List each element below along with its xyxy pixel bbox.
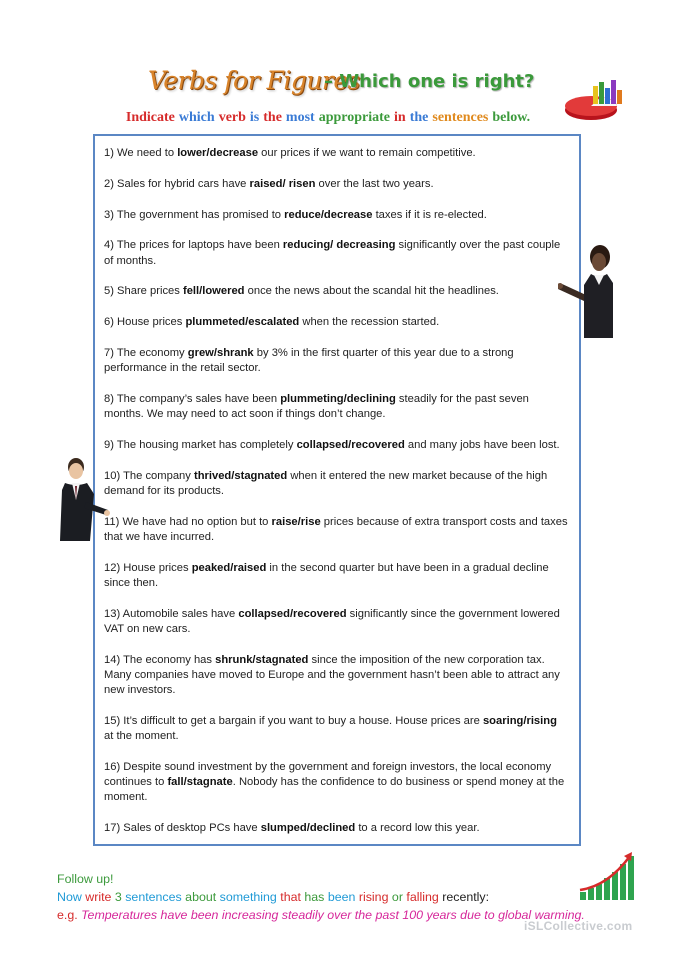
sentence-text: once the news about the scandal hit the headlines. [244,285,499,298]
sentence-text: 2) Sales for hybrid cars have [104,177,250,190]
verb-choice: plummeted/escalated [185,316,300,329]
verb-choice: fell/lowered [182,285,245,298]
sentence-item [104,346,569,376]
sentence-text: and many jobs have been lost. [404,438,560,451]
task-word: or [391,890,403,904]
instruction-word: the [263,110,282,125]
sentence-item [104,607,569,637]
sentence-text: significantly over the past couple of months. [104,239,561,267]
verb-choice: collapsed/recovered [238,607,347,620]
verb-choice: collapsed/recovered [296,438,405,451]
sentence-text: 11) We have had no option but to [104,515,272,528]
sentence-text: 6) House prices [104,316,186,329]
sentence-text: significantly since the government lowered VAT on new cars. [104,607,560,635]
sentence-text: 14) The economy has [104,653,216,666]
verb-choice: peaked/raised [191,561,267,574]
sentence-item [104,469,569,499]
task-word: falling [406,890,439,904]
verb-choice: raised/ risen [249,177,316,190]
task-word: recently: [442,890,490,904]
verb-choice: plummeting/declining [280,392,396,405]
task-word: write [85,890,112,904]
follow-up-task [57,888,617,906]
verb-choice: grew/shrank [187,346,254,359]
growth-chart-icon [578,850,638,902]
page-title: Verbs for Figures [148,66,361,95]
sentence-item [104,515,569,545]
sentence-text: 8) The company’s sales have been [104,392,281,405]
instruction-word: below. [492,110,531,125]
verb-choice: reducing/ decreasing [282,239,396,252]
sentence-text: 9) The housing market has completely [104,438,297,451]
sentence-text: 13) Automobile sales have [104,607,239,620]
follow-up-title: Follow up! [57,872,114,886]
sentence-item [104,146,569,161]
instruction-word: the [409,110,429,125]
sentence-text: 1) We need to [104,147,178,159]
task-word: been [327,890,356,904]
watermark: iSLCollective.com [524,919,633,933]
sentence-list [95,136,579,836]
verb-choice: raise/rise [271,515,321,528]
sentence-text: since the imposition of the new corporation tax. Many companies have moved to Europe and the government hasn’t been able to attract any new investors. [104,653,560,697]
verb-choice: thrived/stagnated [193,469,288,482]
sentence-text: over the last two years. [315,177,434,190]
verb-choice: slumped/declined [260,822,356,835]
sentence-text: when the recession started. [299,316,440,329]
sentence-item [104,238,569,268]
instruction-word: which [178,110,215,125]
page-subtitle: – Which one is right? [324,71,535,92]
sentence-text: . Nobody has the confidence to do business or spend money at the moment. [104,776,565,804]
sentence-text: at the moment. [104,730,179,743]
instruction-word: in [394,110,406,125]
sentence-text: steadily for the past seven months. We may need to act soon if things don’t change. [104,392,529,421]
sentence-item [104,821,569,836]
sentence-item [104,208,569,223]
task-word: 3 [114,890,122,904]
sentence-text: when it entered the new market because of the high demand for its products. [104,469,548,497]
instruction-word: most [285,110,315,125]
sentence-item [104,315,569,330]
verb-choice: lower/decrease [177,147,259,159]
verb-choice: shrunk/stagnated [215,653,309,666]
sentence-text: 16) Despite sound investment by the government and foreign investors, the local economy continues to [104,760,552,789]
instruction-word: Indicate [125,110,175,125]
verb-choice: reduce/decrease [284,208,373,221]
businesswoman-pointing-icon [558,243,618,338]
sentence-text: prices because of extra transport costs and taxes that we have incurred. [104,515,568,543]
task-word: sentences [125,890,182,904]
instruction-word: appropriate [318,110,391,125]
sentence-text: to a record low this year. [355,822,480,835]
instruction-word: verb [218,110,246,125]
instruction-word: is [249,110,260,125]
instruction-word: sentences [432,110,489,125]
sentence-text: 5) Share prices [104,285,183,298]
sentence-item [104,177,569,192]
task-word: about [185,890,217,904]
follow-up-section [57,870,617,924]
sentence-text: 12) House prices [104,561,192,574]
sentence-item [104,760,569,806]
instruction [0,110,660,126]
sentences-box [93,134,581,846]
task-word: something [219,890,277,904]
sentence-text: taxes if it is re-elected. [372,208,487,221]
task-word: rising [358,890,389,904]
sentence-text: 7) The economy [104,346,188,359]
sentence-text: 15) It’s difficult to get a bargain if you want to buy a house. House prices are [104,714,483,727]
sentence-text: in the second quarter but have been in a gradual decline since then. [104,561,549,589]
sentence-item [104,284,569,299]
sentence-item [104,438,569,453]
businessman-pointing-icon [60,456,110,541]
follow-up-heading [57,870,617,888]
sentence-text: 10) The company [104,469,194,482]
sentence-text: 4) The prices for laptops have been [104,239,283,252]
example-sentence: Temperatures have been increasing steadily over the past 100 years due to global warming. [81,908,585,922]
sentence-item [104,561,569,591]
sentence-item [104,392,569,422]
sentence-text: 17) Sales of desktop PCs have [104,822,261,835]
task-word: that [280,890,301,904]
verb-choice: soaring/rising [482,714,557,727]
sentence-item [104,714,569,744]
verb-choice: fall/stagnate [167,776,233,789]
sentence-text: 3) The government has promised to [104,208,285,221]
sentence-text: our prices if we want to remain competitive. [258,147,476,159]
example-label: e.g. [57,908,78,922]
sentence-item [104,653,569,699]
task-word: has [304,890,325,904]
task-word: Now [57,890,82,904]
sentence-text: by 3% in the first quarter of this year due to a strong performance in the retail sector. [104,346,514,375]
